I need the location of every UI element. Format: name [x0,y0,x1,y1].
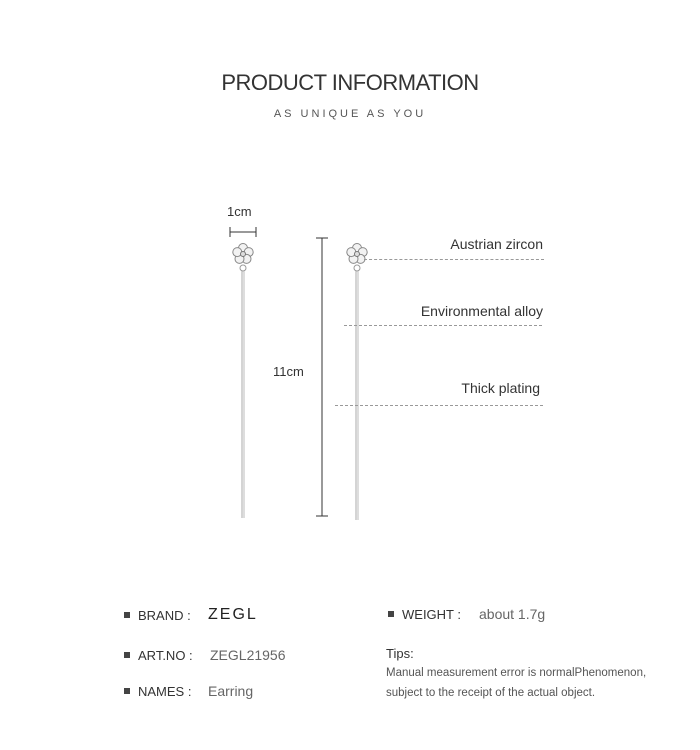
weight-value: about 1.7g [479,606,546,622]
bullet-icon [124,688,130,694]
bullet-icon [388,611,394,617]
earring-left [233,244,253,519]
callout-environmental-alloy: Environmental alloy [420,303,543,319]
callout-line-zircon [364,259,544,260]
names-value: Earring [208,683,254,699]
callout-austrian-zircon: Austrian zircon [450,236,543,252]
earring-right [347,244,367,521]
bullet-icon [124,612,130,618]
page-subtitle: AS UNIQUE AS YOU [273,108,427,120]
bullet-icon [124,652,130,658]
callout-line-alloy [344,325,542,326]
tips-line-1: Manual measurement error is normalPhenomenon, [386,667,647,679]
weight-key: WEIGHT : [388,607,461,622]
callout-line-plating [335,405,543,406]
tips-line-2: subject to the receipt of the actual object. [386,687,596,699]
width-label: 1cm [227,204,252,219]
names-key: NAMES : [124,684,191,699]
page-title: PRODUCT INFORMATION [221,70,479,95]
length-label: 11cm [273,364,304,379]
brand-logo: ZEGL [208,606,258,623]
artno-value: ZEGL21956 [210,647,286,663]
tips-title: Tips: [386,646,414,661]
length-marker [316,238,328,516]
callout-thick-plating: Thick plating [461,380,540,396]
width-marker [230,227,256,237]
artno-key: ART.NO : [124,648,193,663]
brand-key: BRAND : [124,608,191,623]
